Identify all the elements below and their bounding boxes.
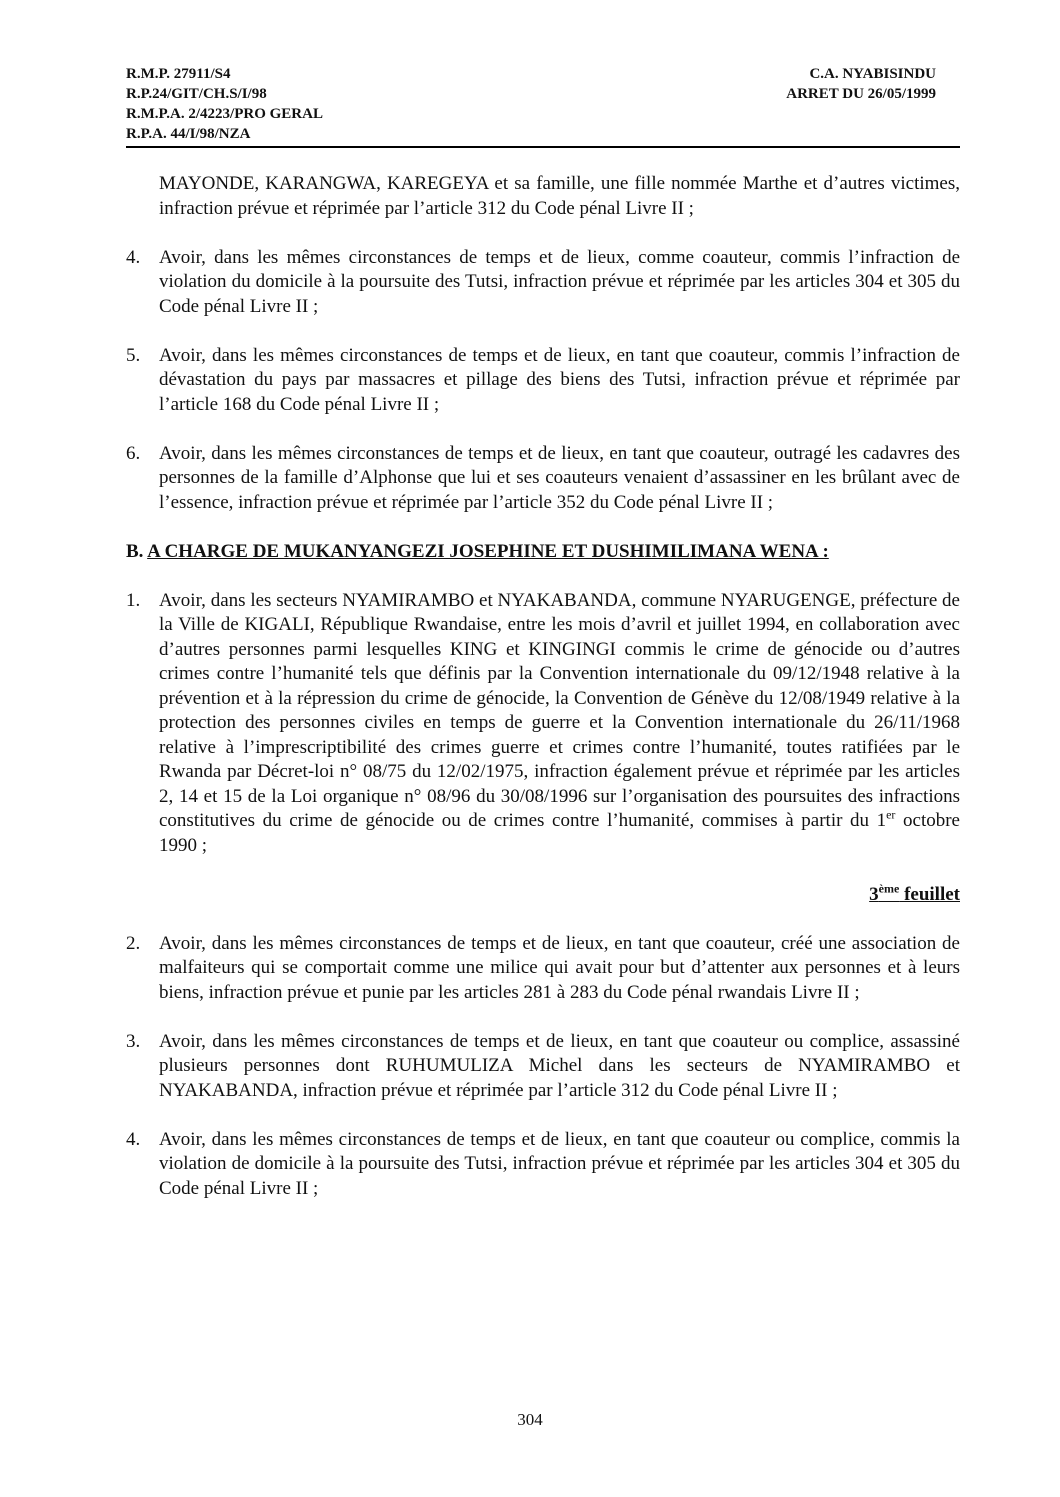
list-item xyxy=(126,344,960,418)
list-item-text: Avoir, dans les mêmes circonstances de temps et de lieux, en tant que coauteur, créé une association de malfaiteurs qui se comportait comme une milice qui avait pour but d’attenter aux personnes et à leurs biens, infraction prévue et punie par les articles 281 à 283 du Code pénal rwandais Livre II ; xyxy=(159,932,960,1003)
case-reference-4: R.P.A. 44/I/98/NZA xyxy=(126,126,251,142)
continued-paragraph: MAYONDE, KARANGWA, KAREGEYA et sa famille, une fille nommée Marthe et d’autres victimes, infraction prévue et réprimée par l’article 312 du Code pénal Livre II ; xyxy=(159,173,960,219)
list-item xyxy=(126,589,960,859)
sheet-marker xyxy=(126,883,960,908)
list-item-text-end: octobre 1990 ; xyxy=(159,810,960,856)
case-reference-2: R.P.24/GIT/CH.S/I/98 xyxy=(126,86,267,102)
list-item-number: 3. xyxy=(126,1030,141,1052)
list-item-text: Avoir, dans les mêmes circonstances de temps et de lieux, comme coauteur, commis l’infraction de violation du domicile à la poursuite des Tutsi, infraction prévue et réprimée par les articles 304 et 305 du Code pénal Livre II ; xyxy=(159,246,960,317)
case-reference-3: R.M.P.A. 2/4223/PRO GERAL xyxy=(126,106,323,122)
document-header xyxy=(126,64,960,144)
ordinal-superscript: er xyxy=(886,807,896,822)
list-item-number: 4. xyxy=(126,246,141,268)
document-body xyxy=(126,172,960,1201)
list-item xyxy=(126,932,960,1006)
court-name: C.A. NYABISINDU xyxy=(809,66,936,82)
list-item-text: Avoir, dans les mêmes circonstances de temps et de lieux, en tant que coauteur, commis l’infraction de dévastation du pays par massacres et pillage des biens des Tutsi, infraction prévue et réprimée par l’article 168 du Code pénal Livre II ; xyxy=(159,344,960,415)
list-item-number: 6. xyxy=(126,442,141,464)
list-item-text: Avoir, dans les secteurs NYAMIRAMBO et NYAKABANDA, commune NYARUGENGE, préfecture de la Ville de KIGALI, République Rwandaise, entre les mois d’avril et juillet 1994, en collaboration avec d’autres personnes parmi lesquelles KING et KINGINGI commis le crime de génocide ou d’autres crimes contre l’humanité tels que définis par la Convention internationale du 09/12/1948 relative à la prévention et à la répression du crime de génocide, la Convention de Génève du 12/08/1949 relative à la protection des personnes civiles en temps de guerre et la Convention internationale du 26/11/1968 relative à l’imprescriptibilité des crimes guerre et crimes contre l’humanité, toutes ratifiées par le Rwanda par Décret-loi n° 08/75 du 12/02/1975, infraction également prévue et réprimée par les articles 2, 14 et 15 de la Loi organique n° 08/96 du 30/08/1996 sur l’organisation des poursuites des infractions constitutives du crime de génocide ou de crimes contre l’humanité, commises à partir du 1 xyxy=(159,589,960,831)
list-item xyxy=(126,442,960,516)
judgment-date: ARRET DU 26/05/1999 xyxy=(786,86,936,102)
court-info xyxy=(786,64,936,104)
list-item-number: 5. xyxy=(126,344,141,366)
list-item-number: 4. xyxy=(126,1128,141,1150)
list-item-text: Avoir, dans les mêmes circonstances de temps et de lieux, en tant que coauteur ou complice, assassiné plusieurs personnes dont RUHUMULIZA Michel dans les secteurs de NYAMIRAMBO et NYAKABANDA, infraction prévue et réprimée par l’article 312 du Code pénal Livre II ; xyxy=(159,1030,960,1101)
page-number: 304 xyxy=(517,1410,543,1429)
sheet-word: feuillet xyxy=(899,883,960,905)
list-item-text: Avoir, dans les mêmes circonstances de temps et de lieux, en tant que coauteur, outragé les cadavres des personnes de la famille d’Alphonse que lui et ses coauteurs venaient d’assassiner en les brûlant avec de l’essence, infraction prévue et réprimée par l’article 352 du Code pénal Livre II ; xyxy=(159,442,960,513)
section-title-text: A CHARGE DE MUKANYANGEZI JOSEPHINE ET DUSHIMILIMANA WENA : xyxy=(147,540,829,562)
case-references xyxy=(126,64,323,144)
list-item-number: 2. xyxy=(126,932,141,954)
list-item xyxy=(126,1030,960,1104)
section-heading xyxy=(126,540,960,565)
list-item xyxy=(126,246,960,320)
list-item-text: Avoir, dans les mêmes circonstances de temps et de lieux, en tant que coauteur ou complice, commis la violation de domicile à la poursuite des Tutsi, infraction prévue et réprimée par les articles 304 et 305 du Code pénal Livre II ; xyxy=(159,1128,960,1199)
section-prefix: B. xyxy=(126,540,144,562)
header-divider xyxy=(126,146,960,148)
list-item-number: 1. xyxy=(126,589,141,611)
sheet-ordinal: ème xyxy=(878,881,900,896)
case-reference-1: R.M.P. 27911/S4 xyxy=(126,66,231,82)
list-item xyxy=(126,1128,960,1202)
sheet-number: 3 xyxy=(869,883,879,905)
